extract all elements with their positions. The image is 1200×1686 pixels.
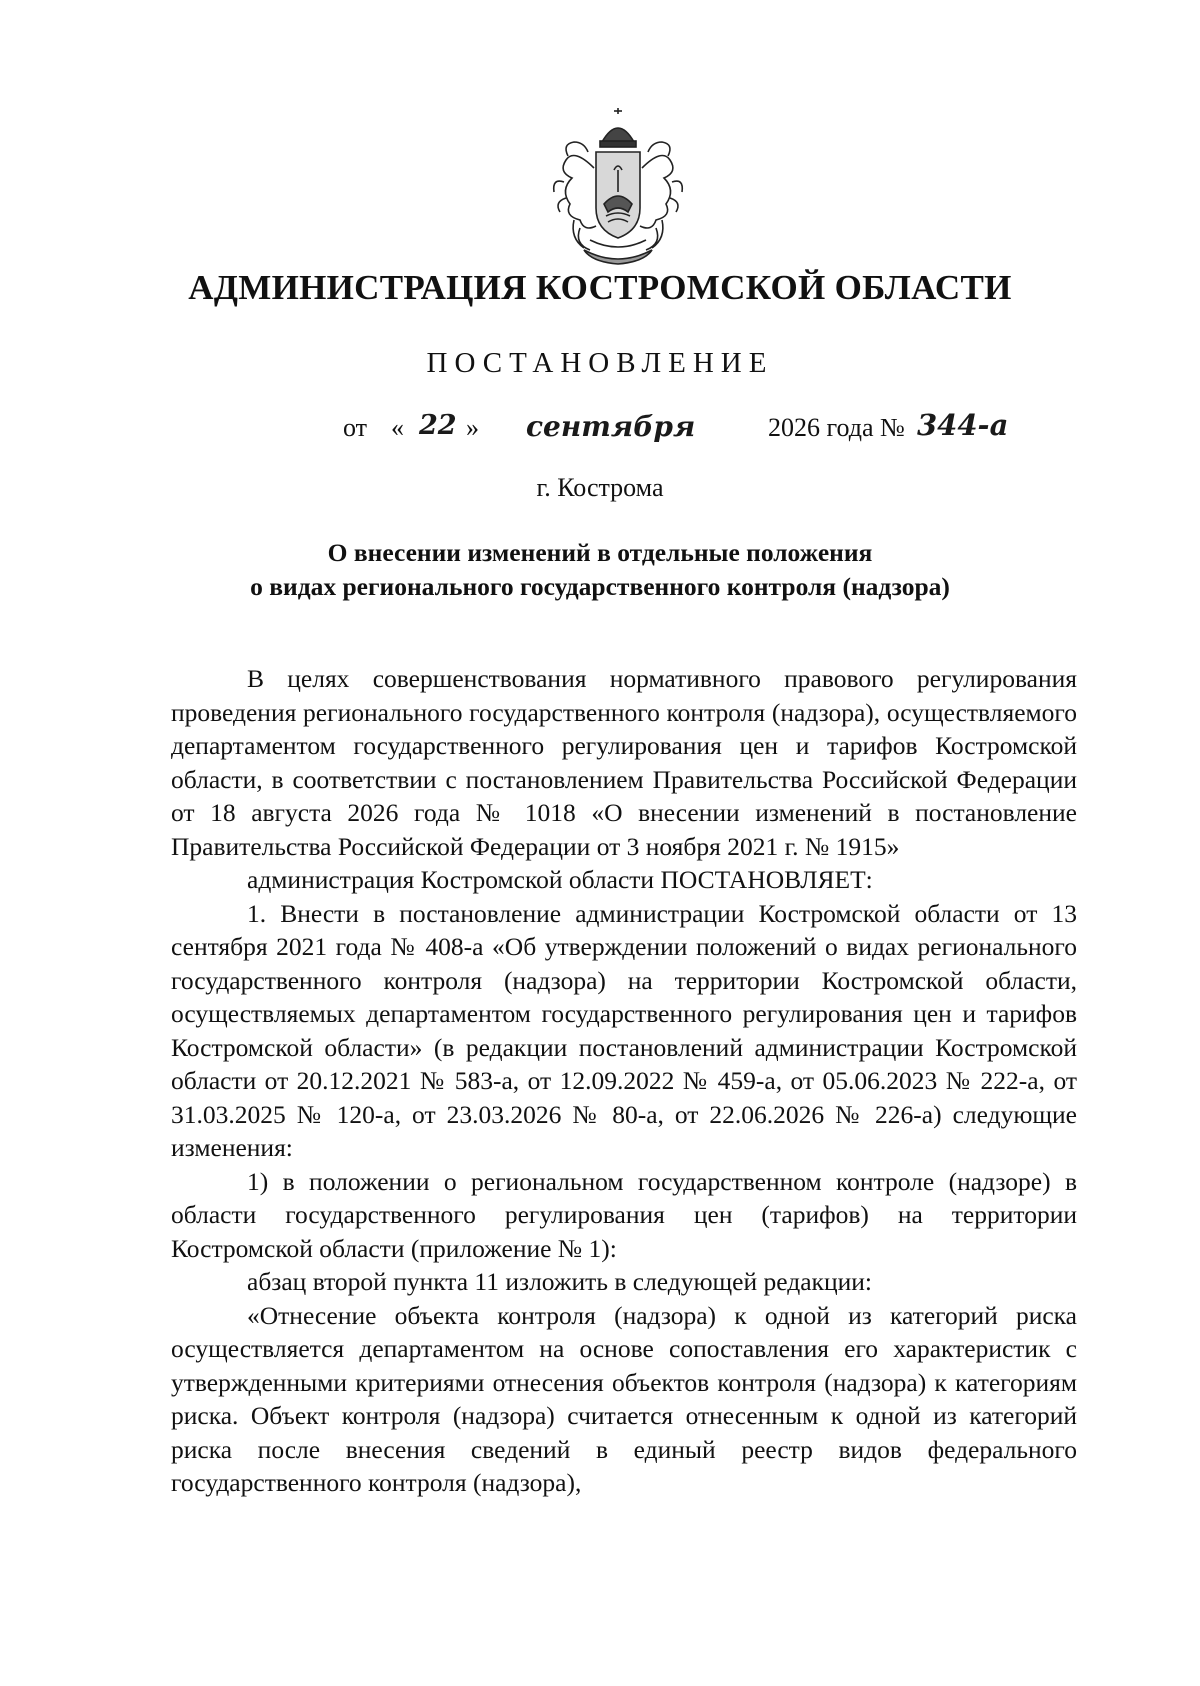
quote-close: » xyxy=(466,413,479,442)
paragraph-amendment-intro: абзац второй пункта 11 изложить в следующей редакции: xyxy=(247,1267,872,1296)
date-line xyxy=(0,407,1200,457)
organization-title: АДМИНИСТРАЦИЯ КОСТРОМСКОЙ ОБЛАСТИ xyxy=(188,268,1012,307)
quote-open: « xyxy=(391,413,404,442)
document-type: ПОСТАНОВЛЕНИЕ xyxy=(426,347,774,379)
subject-line-2: о видах регионального государственного контроля (надзора) xyxy=(250,572,950,601)
document-body xyxy=(171,662,1077,1500)
paragraph-preamble: В целях совершенствования нормативного правового регулирования проведения регионального государственного контроля (надзора), осуществляемого департаментом государственного регулирования цен и тарифов Костромской области, в соответствии с постановлением Правительства Российской Федерации от 18 августа 2026 года № 1018 «О внесении изменений в постановление Правительства Российской Федерации от 3 ноября 2021 г. № 1915» xyxy=(171,664,1077,861)
paragraph-subitem-1: 1) в положении о региональном государственном контроле (надзоре) в области государственного регулирования цен (тарифов) на территории Костромской области (приложение № 1): xyxy=(171,1166,1077,1263)
paragraph-resolves: администрация Костромской области ПОСТАНОВЛЯЕТ: xyxy=(247,865,873,894)
paragraph-amendment-text: «Отнесение объекта контроля (надзора) к одной из категорий риска осуществляется департаментом на основе сопоставления его характеристик с утвержденными критериями отнесения объектов контроля (надзора) к категориям риска. Объект контроля (надзора) считается отнесенным к одной из категорий риска после внесения сведений в единый реестр видов федерального государственного контроля (надзора), xyxy=(171,1300,1077,1497)
coat-of-arms-emblem xyxy=(544,108,692,272)
handwritten-month: сентября xyxy=(526,410,696,443)
city: г. Кострома xyxy=(536,473,664,502)
date-prefix: от xyxy=(343,413,368,442)
year-and-number-label: 2026 года № xyxy=(768,413,905,442)
subject-line-1: О внесении изменений в отдельные положения xyxy=(327,538,873,567)
handwritten-day: 22 xyxy=(419,410,457,441)
handwritten-number: 344-а xyxy=(917,408,1009,442)
paragraph-item-1: 1. Внести в постановление администрации Костромской области от 13 сентября 2021 года № 408-а «Об утверждении положений о видах регионального государственного контроля (надзора) на территории Костромской области, осуществляемых департаментом государственного регулирования цен и тарифов Костромской области» (в редакции постановлений администрации Костромской области от 20.12.2021 № 583-а, от 12.09.2022 № 459-а, от 05.06.2023 № 222-а, от 31.03.2025 № 120-а, от 23.03.2026 № 80-а, от 22.06.2026 № 226-а) следующие изменения: xyxy=(171,898,1077,1162)
document-subject xyxy=(150,536,1050,604)
